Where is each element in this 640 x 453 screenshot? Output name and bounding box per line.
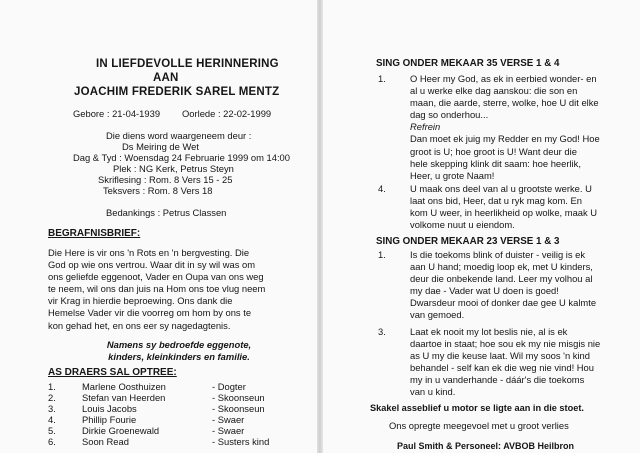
refrain-line: Heer, u grote Naam! [410, 169, 495, 181]
verse-line: U maak ons deel van al u grootste werke. U [410, 183, 592, 194]
right-page [322, 0, 640, 453]
verse-line: my in u vanderhande - dáár's die toekoms [410, 374, 585, 386]
death-date: Oorlede : 22-02-1999 [182, 108, 272, 119]
verse-line: volkome nuut u eiendom. [410, 219, 515, 231]
song2-verse1 [410, 249, 638, 322]
verse-line: as U my die keuse laat. Wil my soos 'n kind [410, 350, 590, 362]
heading-line-1: IN LIEFDEVOLLE HERINNERING [96, 58, 279, 70]
text-verse: Teksvers : Rom. 8 Vers 18 [103, 185, 213, 196]
verse-line: O Heer my God, as ek in eerbied wonder- en [410, 73, 597, 84]
funeral-text-line: kon gehad het, en ons eer sy nagedagtenis. [48, 319, 231, 331]
verse-line: daartoe in staat; hoe sou ek my nie misgis nie [410, 338, 601, 350]
bearer-number: 5. [48, 425, 56, 436]
heading-line-2: AAN [153, 72, 179, 84]
song1-verse4-number: 4. [378, 183, 386, 194]
verse-line: al u werke elke dag aanskou: die son en [410, 85, 578, 97]
funeral-text-line: te neem, wil ons dan juis na Hom ons toe vlug neem [48, 283, 266, 295]
mourners-line: kinders, kleinkinders en familie. [108, 351, 250, 363]
verse-line: dag so onderhou... [410, 109, 489, 121]
bearer-number: 6. [48, 436, 56, 447]
funeral-text-line: Die Here is vir ons 'n Rots en 'n bergvesting. Die [48, 247, 250, 258]
verse-line: Laat ek nooit my lot beslis nie, al is ek [410, 326, 568, 337]
funeral-letter-text [48, 247, 310, 332]
bearer-relation: - Swaer [212, 414, 245, 425]
undertaker-line: Paul Smith & Personeel: AVBOB Heilbron [397, 441, 575, 451]
verse-line: deur die onbekende land. Leer my volhou al [410, 273, 593, 285]
mourners-line: Namens sy bedroefde eggenote, [106, 339, 252, 350]
procession-notice: Skakel asseblief u motor se ligte aan in die stoet. [370, 403, 584, 413]
refrain-label: Refrein [410, 121, 441, 133]
bearer-number: 1. [48, 381, 56, 392]
verse-line: van u kind. [410, 386, 456, 398]
verse-line: Dwarsdeur mooi of donker dae gee U kalmte [410, 297, 597, 309]
funeral-text-line: ons geliefde eggenoot, Vader en Oupa van ons weg [48, 271, 264, 283]
bearer-number: 3. [48, 403, 56, 414]
bearer-name: Stefan van Heerden [82, 392, 166, 403]
bearer-relation: - Dogter [212, 381, 246, 392]
mourners-signature [48, 339, 310, 363]
verse-line: Is die toekoms blink of duister - veilig is ek [410, 249, 586, 260]
service-intro: Die diens word waargeneem deur : [106, 130, 252, 141]
song2-verse3 [410, 326, 638, 399]
verse-line: my dae - Vader wat U doen is goed! [410, 285, 559, 297]
left-page [0, 0, 318, 453]
bearers-heading: AS DRAERS SAL OPTREE: [48, 367, 177, 378]
bearer-relation: - Skoonseun [212, 403, 265, 414]
bearer-name: Phillip Fourie [82, 414, 137, 425]
funeral-text-line: God op wie ons vertrou. Waar dit in sy wil was om [48, 259, 256, 271]
bearer-number: 4. [48, 414, 56, 425]
song2-heading: SING ONDER MEKAAR 23 VERSE 1 & 3 [376, 236, 560, 247]
song1-heading: SING ONDER MEKAAR 35 VERSE 1 & 4 [376, 58, 560, 69]
birth-date: Gebore : 21-04-1939 [73, 108, 161, 119]
refrain-line: hele skepping klink dit saam: hoe heerlik, [410, 157, 581, 169]
service-datetime: Dag & Tyd : Woensdag 24 Februarie 1999 om 14:00 [73, 152, 290, 163]
service-place: Plek : NG Kerk, Petrus Steyn [113, 163, 234, 174]
verse-line: maan, die aarde, sterre, wolke, hoe U dit elke [410, 97, 599, 109]
minister-name: Ds Meiring de Wet [122, 141, 199, 152]
song1-verse4 [410, 183, 638, 231]
bearer-name: Dirkie Groenewald [82, 425, 160, 436]
verse-line: laat ons bid, Heer, dat u ryk mag kom. En [410, 195, 582, 207]
bearer-name: Soon Read [82, 436, 129, 447]
song1-verse1-number: 1. [378, 73, 386, 84]
verse-line: behandel - self kan ek die weg nie vind! Hou [410, 362, 594, 374]
bearer-name: Marlene Oosthuizen [82, 381, 166, 392]
funeral-letter-heading: BEGRAFNISBRIEF: [48, 228, 141, 239]
bearer-name: Louis Jacobs [82, 403, 137, 414]
sympathy-line: Ons opregte meegevoel met u groot verlies [389, 420, 569, 431]
song2-verse1-number: 1. [378, 249, 386, 260]
bearer-relation: - Susters kind [212, 436, 270, 447]
verse-line: kom U weer, in heerlikheid op wolke, maak U [410, 207, 598, 219]
funeral-text-line: vir Krag in hierdie beproewing. Ons dank die [48, 295, 233, 307]
song1-verse1 [410, 73, 638, 182]
refrain-line: Dan moet ek juig my Redder en my God! Hoe [410, 133, 600, 145]
funeral-text-line: Hemelse Vader vir die voorreg om hom by ons te [48, 307, 252, 319]
bearer-relation: - Swaer [212, 425, 245, 436]
verse-line: van gemoed. [410, 309, 465, 321]
refrain-line: groot is U; hoe groot is U! Want deur die [410, 145, 577, 157]
song2-verse3-number: 3. [378, 326, 386, 337]
scripture-reading: Skriflesing : Rom. 8 Vers 15 - 25 [98, 174, 233, 185]
thanks-line: Bedankings : Petrus Classen [106, 207, 227, 218]
bearer-relation: - Skoonseun [212, 392, 265, 403]
bearer-number: 2. [48, 392, 56, 403]
deceased-name: JOACHIM FREDERIK SAREL MENTZ [74, 86, 280, 98]
verse-line: aan U hand; moedig loop ek, met U kinders, [410, 261, 593, 273]
